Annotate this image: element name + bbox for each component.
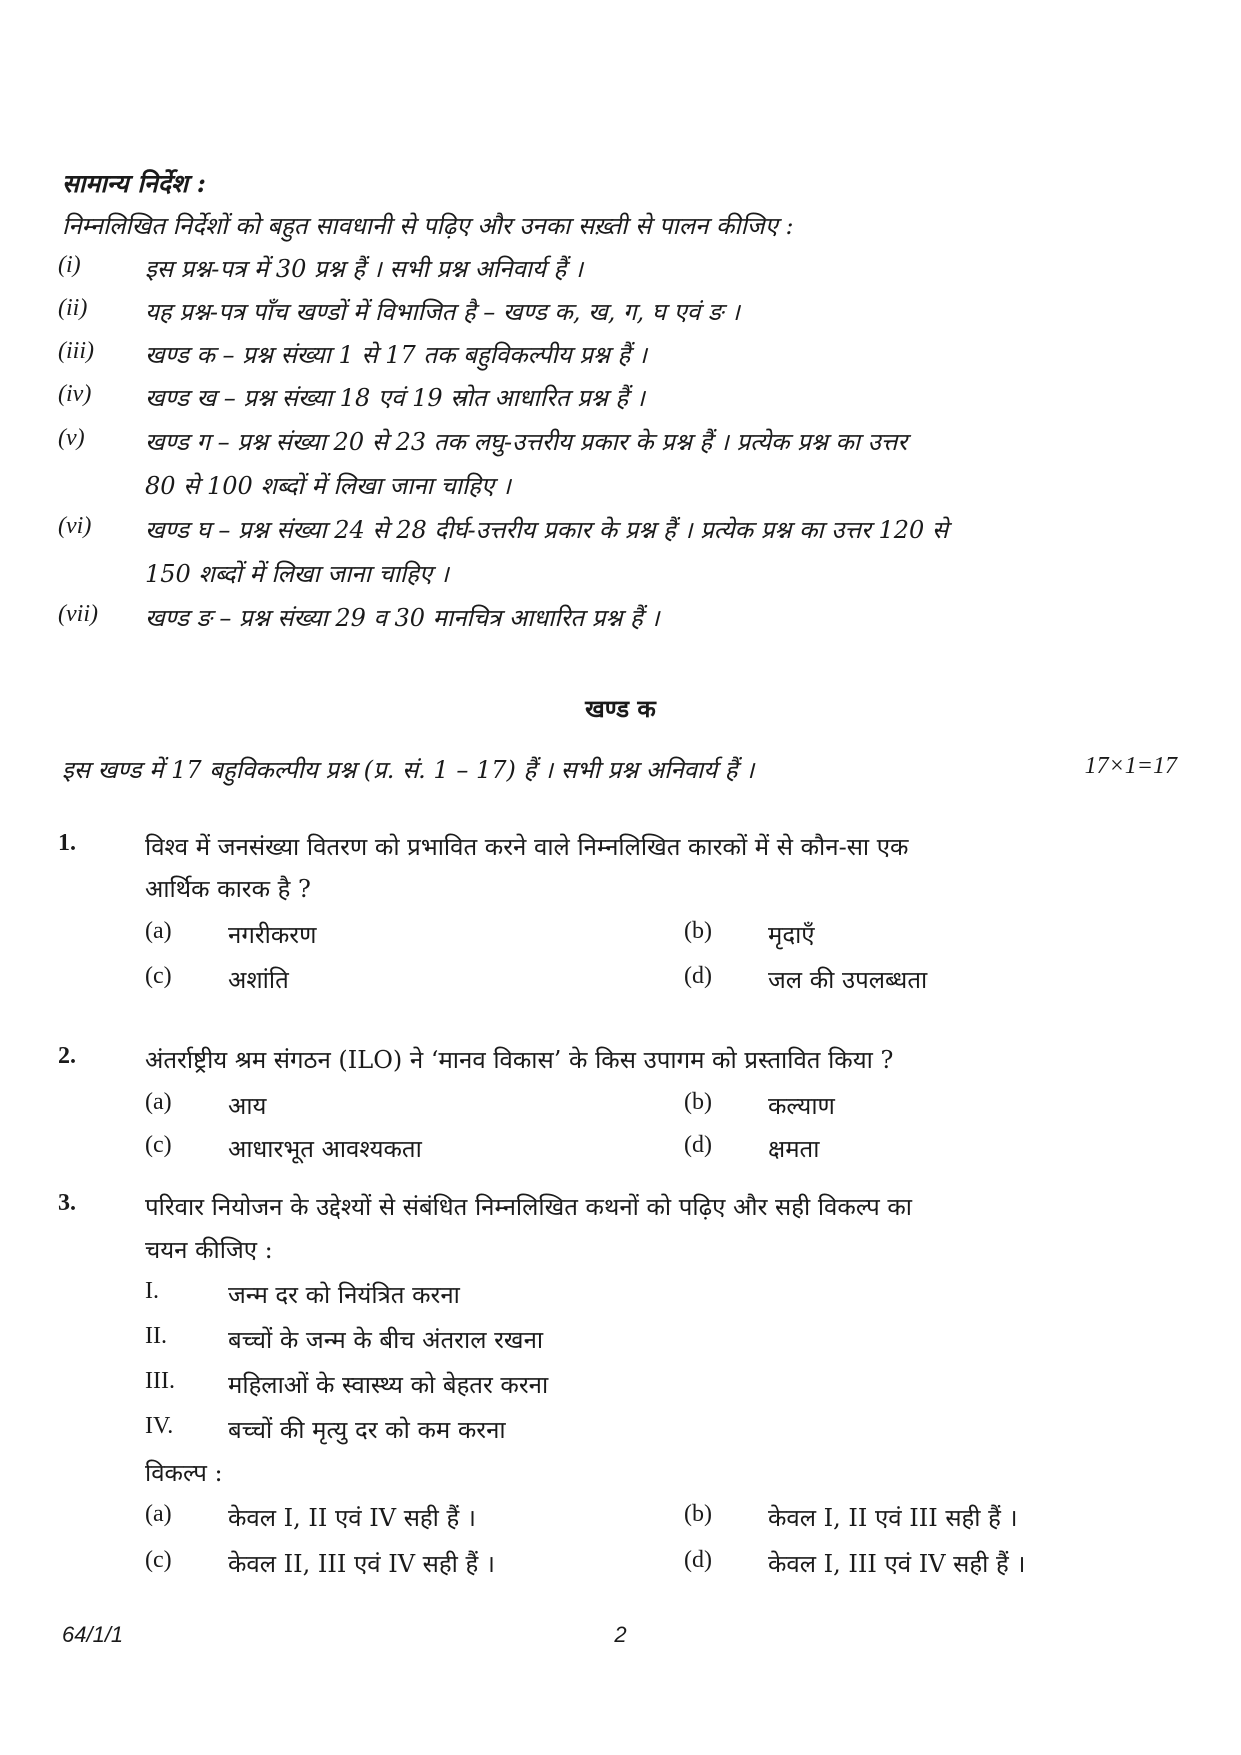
option-label: (b) <box>684 1089 712 1115</box>
instruction-number: (i) <box>58 252 81 278</box>
question-number: 3. <box>58 1190 76 1216</box>
option-text: केवल I, III एवं IV सही हैं । <box>768 1550 1026 1578</box>
option-text: क्षमता <box>768 1135 820 1163</box>
option-text: केवल I, II एवं III सही हैं । <box>768 1504 1018 1532</box>
option-text: मृदाएँ <box>768 921 815 949</box>
option-label: (a) <box>145 1501 172 1527</box>
option-label: (a) <box>145 918 172 944</box>
section-description: इस खण्ड में 17 बहुविकल्पीय प्रश्न (प्र. सं. 1 – 17) हैं । सभी प्रश्न अनिवार्य हैं । <box>62 756 755 784</box>
statement-label: I. <box>145 1278 159 1304</box>
statement-text: बच्चों के जन्म के बीच अंतराल रखना <box>228 1326 544 1354</box>
question-number: 2. <box>58 1043 76 1069</box>
question-text: विश्व में जनसंख्या वितरण को प्रभावित करने वाले निम्नलिखित कारकों में से कौन-सा एक <box>145 833 909 861</box>
paper-code: 64/1/1 <box>62 1622 124 1647</box>
instruction-text: इस प्रश्न-पत्र में 30 प्रश्न हैं । सभी प्रश्न अनिवार्य हैं । <box>145 255 584 283</box>
instruction-text-continued: 80 से 100 शब्दों में लिखा जाना चाहिए । <box>145 472 511 500</box>
instruction-number: (ii) <box>58 295 88 321</box>
instruction-text: खण्ड ख – प्रश्न संख्या 18 एवं 19 स्रोत आधारित प्रश्न हैं । <box>145 384 645 412</box>
option-text: केवल I, II एवं IV सही हैं । <box>228 1504 476 1532</box>
option-text: कल्याण <box>768 1092 835 1120</box>
option-label: (c) <box>145 963 172 989</box>
statement-text: महिलाओं के स्वास्थ्य को बेहतर करना <box>228 1371 549 1399</box>
question-text-continued: आर्थिक कारक है ? <box>145 875 311 903</box>
statement-text: बच्चों की मृत्यु दर को कम करना <box>228 1416 506 1444</box>
instruction-text: खण्ड घ – प्रश्न संख्या 24 से 28 दीर्घ-उत्तरीय प्रकार के प्रश्न हैं । प्रत्येक प्रश्न का उत्तर 120 से <box>145 516 949 544</box>
instruction-number: (vii) <box>58 601 98 627</box>
instruction-text: खण्ड ङ – प्रश्न संख्या 29 व 30 मानचित्र आधारित प्रश्न हैं । <box>145 604 660 632</box>
option-text: जल की उपलब्धता <box>768 966 928 994</box>
instruction-text: खण्ड ग – प्रश्न संख्या 20 से 23 तक लघु-उत्तरीय प्रकार के प्रश्न हैं । प्रत्येक प्रश्न का उत्तर <box>145 428 908 456</box>
option-text: नगरीकरण <box>228 921 317 949</box>
question-text: परिवार नियोजन के उद्देश्यों से संबंधित निम्नलिखित कथनों को पढ़िए और सही विकल्प का <box>145 1193 913 1221</box>
instruction-text: यह प्रश्न-पत्र पाँच खण्डों में विभाजित है – खण्ड क, ख, ग, घ एवं ङ । <box>145 298 740 326</box>
instructions-title: सामान्य निर्देश : <box>62 169 206 198</box>
statement-text: जन्म दर को नियंत्रित करना <box>228 1281 460 1309</box>
question-text-continued: चयन कीजिए : <box>145 1236 273 1264</box>
instruction-text-continued: 150 शब्दों में लिखा जाना चाहिए । <box>145 560 449 588</box>
section-heading: खण्ड क <box>585 694 656 723</box>
option-label: (b) <box>684 918 712 944</box>
option-label: (c) <box>145 1132 172 1158</box>
statement-label: IV. <box>145 1413 174 1439</box>
question-number: 1. <box>58 830 76 856</box>
instruction-number: (v) <box>58 425 85 451</box>
instruction-number: (iv) <box>58 381 92 407</box>
statement-label: III. <box>145 1368 175 1394</box>
page-number: 2 <box>614 1622 627 1647</box>
instruction-number: (iii) <box>58 338 94 364</box>
option-label: (d) <box>684 1547 712 1573</box>
instruction-number: (vi) <box>58 513 92 539</box>
instructions-intro: निम्नलिखित निर्देशों को बहुत सावधानी से पढ़िए और उनका सख़्ती से पालन कीजिए : <box>62 212 794 240</box>
option-text: अशांति <box>228 966 289 994</box>
option-label: (d) <box>684 1132 712 1158</box>
section-marks: 17×1=17 <box>1084 753 1177 779</box>
option-text: आय <box>228 1092 267 1120</box>
question-text: अंतर्राष्ट्रीय श्रम संगठन (ILO) ने ‘मानव विकास’ के किस उपागम को प्रस्तावित किया ? <box>145 1046 894 1074</box>
option-text: केवल II, III एवं IV सही हैं । <box>228 1550 495 1578</box>
option-label: (a) <box>145 1089 172 1115</box>
option-label: (c) <box>145 1547 172 1573</box>
statement-label: II. <box>145 1323 167 1349</box>
option-label: (d) <box>684 963 712 989</box>
instruction-text: खण्ड क – प्रश्न संख्या 1 से 17 तक बहुविकल्पीय प्रश्न हैं । <box>145 341 647 369</box>
option-text: आधारभूत आवश्यकता <box>228 1135 422 1163</box>
option-label: (b) <box>684 1501 712 1527</box>
choice-label: विकल्प : <box>145 1459 223 1487</box>
